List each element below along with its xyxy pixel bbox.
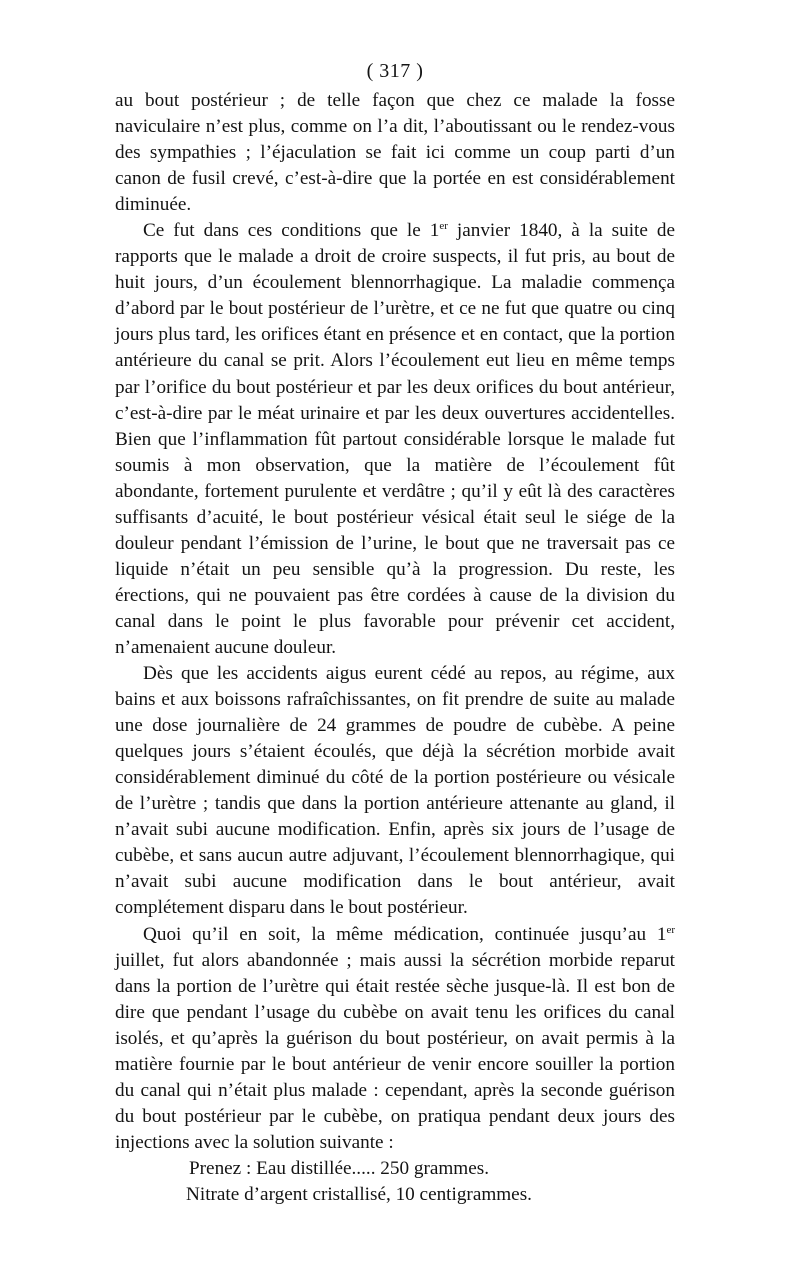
page-number: ( 317 ) xyxy=(366,60,424,82)
paragraph-3: Dès que les accidents aigus eurent cédé au repos, au régime, aux bains et aux boissons rafraîchissantes, on fit prendre de suite au malade une dose journalière de 24 grammes de poudre de cubèbe. A peine quelques jours s’étaient écoulés, que déjà la sécrétion morbide avait considérablement diminué du côté de la portion postérieure ou vésicale de l’urètre ; tandis que dans la portion antérieure attenante au gland, il n’avait subi aucune modification. Enfin, après six jours de l’usage de cubèbe, et sans aucun autre adjuvant, l’écoulement blennorrhagique, qui n’avait subi aucune modification dans le bout antérieur, avait complétement disparu dans le bout postérieur. xyxy=(115,663,675,919)
ordinal-superscript: er xyxy=(439,220,448,233)
ordinal-superscript: er xyxy=(666,923,675,936)
paragraph-1: au bout postérieur ; de telle façon que chez ce malade la fosse naviculaire n’est plus, comme on l’a dit, l’aboutissant ou le rendez-vous des sympathies ; l’éjaculation se fait ici comme un coup parti d’un canon de fusil crevé, c’est-à-dire que la portée en est considérablement diminuée. xyxy=(115,90,675,216)
paragraph-2-text-b: janvier 1840, à la suite de rapports que le malade a droit de croire suspects, il fut pris, au bout de huit jours, d’un écoulement blennorrhagique. La maladie commença d’abord par le bout postérieur de l’urètre, et ce ne fut que quatre ou cinq jours plus tard, les orifices étant en présence et en contact, que la portion antérieure du canal se prit. Alors l’écoulement eut lieu en même temps par l’orifice du bout postérieur et par les deux orifices du bout antérieur, c’est-à-dire par le méat urinaire et par les deux ouvertures accidentelles. Bien que l’inflammation fût partout considérable lorsque le malade fut soumis à mon observation, que la matière de l’écoulement fût abondante, fortement purulente et verdâtre ; qu’il y eût là des caractères suffisants d’acuité, le bout postérieur vésical était seul le siége de la douleur pendant l’émission de l’urine, le bout que ne traversait pas ce liquide n’était un peu sensible qu’à la progression. Du reste, les érections, qui ne pouvaient pas être cordées à cause de la division du canal dans le point le plus favorable pour prévenir cet accident, n’amenaient aucune douleur. xyxy=(115,220,676,658)
paragraph-2 xyxy=(115,218,675,661)
formula-line-1: Prenez : Eau distillée..... 250 grammes. xyxy=(189,1157,489,1179)
paragraph-4-text-a: Quoi qu’il en soit, la même médication, continuée jusqu’au 1 xyxy=(143,923,667,945)
paragraph-4 xyxy=(115,922,675,1156)
paragraph-2-text-a: Ce fut dans ces conditions que le 1 xyxy=(143,220,440,242)
paragraph-4-text-b: juillet, fut alors abandonnée ; mais aussi la sécrétion morbide reparut dans la portion de l’urètre qui était restée sèche jusque-là. Il est bon de dire que pendant l’usage du cubèbe on avait tenu les orifices du canal isolés, et qu’après la guérison du bout postérieur, on avait permis à la matière fournie par le bout antérieur de venir encore souiller la portion du canal qui n’était plus malade : cependant, après la seconde guérison du bout postérieur par le cubèbe, on pratiqua pendant deux jours des injections avec la solution suivante : xyxy=(115,949,675,1153)
formula-line-2: Nitrate d’argent cristallisé, 10 centigrammes. xyxy=(186,1183,532,1205)
book-page xyxy=(115,58,675,1208)
